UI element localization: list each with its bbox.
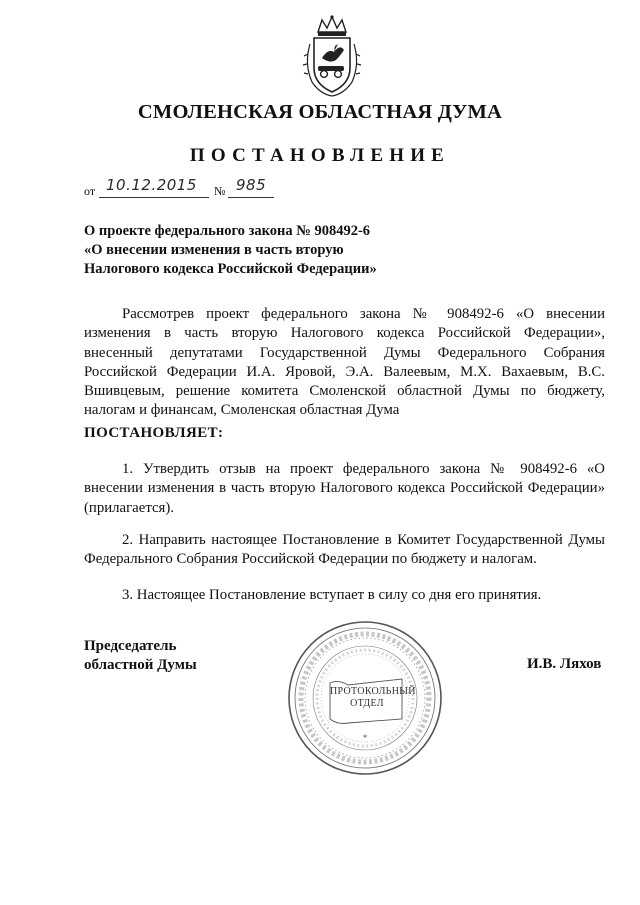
coat-of-arms-emblem <box>294 14 370 98</box>
resolve-heading: ПОСТАНОВЛЯЕТ: <box>84 425 224 441</box>
document-type-heading: ПОСТАНОВЛЕНИЕ <box>189 145 451 166</box>
subject-line: О проекте федерального закона № 908492-6 <box>84 223 371 239</box>
resolution-item-2: 2. Направить настоящее Постановление в Комитет Государственной Думы Федерального Собрания Российской Федерации по бюджету и налогам. <box>84 532 605 568</box>
resolution-item-3: 3. Настоящее Постановление вступает в силу со дня его принятия. <box>122 587 542 603</box>
subject-line: «О внесении изменения в часть вторую <box>84 242 344 258</box>
signatory-title <box>84 637 197 675</box>
handwritten-date: 10.12.2015 <box>106 176 197 194</box>
resolution-item-1: 1. Утвердить отзыв на проект федерального закона № 908492-6 «О внесении изменения в часть вторую Налогового кодекса Российской Федерации» (прилагается). <box>84 461 605 516</box>
date-underline <box>99 197 209 198</box>
number-prefix-label: № <box>214 184 226 198</box>
seal-text-line: ПРОТОКОЛЬНЫЙ <box>330 686 416 697</box>
signatory-title-line: областной Думы <box>84 657 197 673</box>
number-underline <box>228 197 274 198</box>
signatory-name: И.В. Ляхов <box>527 656 602 672</box>
subject-line: Налогового кодекса Российской Федерации» <box>84 261 377 277</box>
date-prefix-label: от <box>84 184 96 198</box>
document-subject <box>84 222 504 279</box>
organization-title: СМОЛЕНСКАЯ ОБЛАСТНАЯ ДУМА <box>137 101 503 123</box>
seal-center-text <box>330 686 416 710</box>
date-number-row <box>84 172 384 202</box>
preamble-paragraph: Рассмотрев проект федерального закона № 908492-6 «О внесении изменения в часть вторую Налогового кодекса Российской Федерации», внесенный депутатами Государственной Думы Федерального Собрания Российской Федерации И.А. Яровой, Э.А. Валеевым, М.Х. Вахаевым, В.С. Вшивцевым, решение комитета Смоленской областной Думы по бюджету, налогам и финансам, Смоленская областная Дума <box>84 306 605 419</box>
handwritten-number: 985 <box>236 176 267 194</box>
svg-text:*: * <box>362 733 368 743</box>
seal-text-line: ОТДЕЛ <box>350 698 384 709</box>
signatory-title-line: Председатель <box>84 638 177 654</box>
